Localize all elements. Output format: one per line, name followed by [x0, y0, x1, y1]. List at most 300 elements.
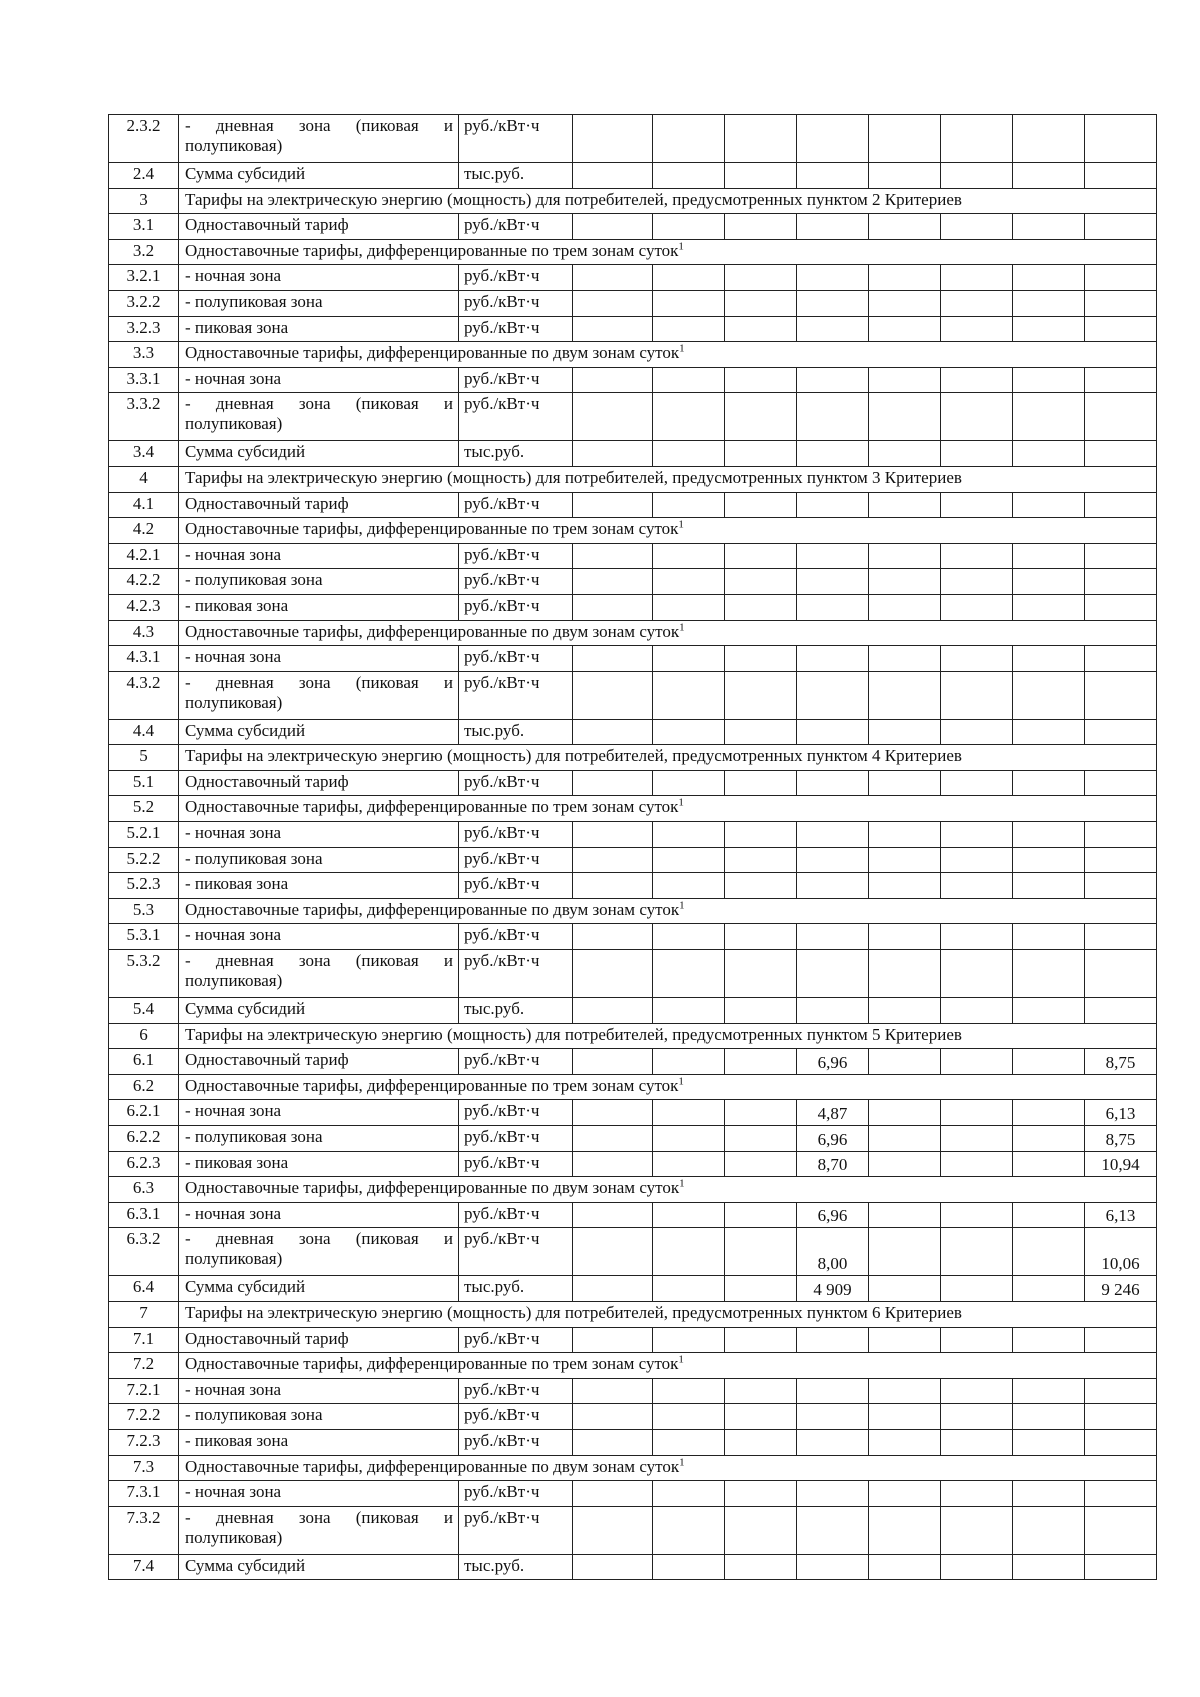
value-cell: [725, 265, 797, 291]
section-header-row: [109, 796, 1157, 822]
row-label: - полупиковая зона: [179, 569, 459, 595]
value-cell: [1013, 1554, 1085, 1580]
table-row: [109, 569, 1157, 595]
value-cell: 6,13: [1085, 1100, 1157, 1126]
table-row: [109, 1327, 1157, 1353]
value-cell: [725, 1554, 797, 1580]
row-number: 5.3.2: [109, 950, 179, 998]
row-label: - пиковая зона: [179, 873, 459, 899]
value-cell: [653, 316, 725, 342]
section-title-text: Одноставочные тарифы, дифференцированные по трем зонам суток: [185, 240, 679, 260]
row-label: - ночная зона: [179, 822, 459, 848]
value-cell: [1013, 1049, 1085, 1075]
unit-cell: руб./кВт·ч: [459, 316, 573, 342]
value-cell: [653, 441, 725, 467]
value-cell: [573, 367, 653, 393]
value-cell: [1085, 1404, 1157, 1430]
value-cell: [1013, 441, 1085, 467]
value-cell: [653, 847, 725, 873]
section-header-row: [109, 745, 1157, 771]
value-cell: [1085, 646, 1157, 672]
value-cell: [653, 1151, 725, 1177]
value-cell: [869, 214, 941, 240]
value-cell: [725, 1481, 797, 1507]
value-cell: [573, 1506, 653, 1554]
value-cell: [725, 822, 797, 848]
row-label: Сумма субсидий: [179, 719, 459, 745]
value-cell: [725, 950, 797, 998]
value-cell: [573, 441, 653, 467]
row-label: - дневная зона (пиковая и полупиковая): [179, 950, 459, 998]
unit-cell: тыс.руб.: [459, 163, 573, 189]
value-cell: [1013, 393, 1085, 441]
value-cell: [941, 873, 1013, 899]
value-cell: [1085, 543, 1157, 569]
row-number: 6.2.3: [109, 1151, 179, 1177]
value-cell: [1085, 316, 1157, 342]
value-cell: [725, 1151, 797, 1177]
row-label: - ночная зона: [179, 265, 459, 291]
value-cell: [941, 569, 1013, 595]
unit-cell: руб./кВт·ч: [459, 569, 573, 595]
value-cell: [653, 646, 725, 672]
value-cell: [1013, 163, 1085, 189]
value-cell: [941, 594, 1013, 620]
value-cell: [725, 1429, 797, 1455]
footnote-marker: 1: [679, 620, 685, 633]
value-cell: [573, 1276, 653, 1302]
value-cell: [573, 998, 653, 1024]
value-cell: [797, 1404, 869, 1430]
row-number: 6.1: [109, 1049, 179, 1075]
row-label: - пиковая зона: [179, 316, 459, 342]
section-title-text: Одноставочные тарифы, дифференцированные по трем зонам суток: [185, 797, 679, 817]
table-row: [109, 998, 1157, 1024]
row-number: 5.2: [109, 796, 179, 822]
section-title-text: Тарифы на электрическую энергию (мощность) для потребителей, предусмотренных пунктом 3 Критериев: [185, 467, 962, 487]
value-cell: [725, 998, 797, 1024]
value-cell: [653, 719, 725, 745]
value-cell: [653, 1202, 725, 1228]
value-cell: [1085, 163, 1157, 189]
unit-cell: тыс.руб.: [459, 1276, 573, 1302]
row-number: 2.4: [109, 163, 179, 189]
value-cell: [653, 492, 725, 518]
value-cell: [725, 770, 797, 796]
value-cell: [653, 671, 725, 719]
row-number: 5.3.1: [109, 924, 179, 950]
value-cell: [1013, 822, 1085, 848]
row-number: 7.2.1: [109, 1378, 179, 1404]
table-row: [109, 1228, 1157, 1276]
value-cell: [869, 873, 941, 899]
value-cell: [941, 1404, 1013, 1430]
table-row: [109, 950, 1157, 998]
value-cell: [725, 1049, 797, 1075]
value-cell: [1013, 924, 1085, 950]
section-title: [179, 1074, 1157, 1100]
value-cell: 8,75: [1085, 1126, 1157, 1152]
value-cell: [797, 822, 869, 848]
value-cell: [573, 594, 653, 620]
value-cell: [573, 847, 653, 873]
row-number: 2.3.2: [109, 115, 179, 163]
unit-cell: руб./кВт·ч: [459, 594, 573, 620]
value-cell: [869, 163, 941, 189]
value-cell: [941, 719, 1013, 745]
value-cell: [797, 543, 869, 569]
value-cell: [653, 290, 725, 316]
value-cell: [725, 290, 797, 316]
value-cell: [1013, 1327, 1085, 1353]
table-row: [109, 719, 1157, 745]
table-row: [109, 214, 1157, 240]
row-number: 4.2.1: [109, 543, 179, 569]
row-number: 3.1: [109, 214, 179, 240]
value-cell: [1085, 1327, 1157, 1353]
row-label: - пиковая зона: [179, 594, 459, 620]
value-cell: [1013, 1202, 1085, 1228]
row-number: 4.3: [109, 620, 179, 646]
row-label: - полупиковая зона: [179, 1126, 459, 1152]
value-cell: [653, 1404, 725, 1430]
value-cell: [573, 569, 653, 595]
value-cell: [941, 1506, 1013, 1554]
value-cell: 6,13: [1085, 1202, 1157, 1228]
row-label: Одноставочный тариф: [179, 1049, 459, 1075]
row-label: Одноставочный тариф: [179, 492, 459, 518]
value-cell: [1085, 492, 1157, 518]
row-number: 4.4: [109, 719, 179, 745]
value-cell: [941, 492, 1013, 518]
footnote-marker: 1: [678, 240, 684, 253]
section-title-text: Одноставочные тарифы, дифференцированные по двум зонам суток: [185, 1456, 680, 1476]
value-cell: [1013, 1506, 1085, 1554]
row-label: Сумма субсидий: [179, 163, 459, 189]
unit-cell: руб./кВт·ч: [459, 671, 573, 719]
section-header-row: [109, 518, 1157, 544]
value-cell: [941, 1327, 1013, 1353]
value-cell: [653, 1126, 725, 1152]
footnote-marker: 1: [679, 342, 685, 355]
value-cell: [1013, 1126, 1085, 1152]
table-row: [109, 316, 1157, 342]
value-cell: [653, 1506, 725, 1554]
value-cell: [797, 671, 869, 719]
value-cell: [653, 115, 725, 163]
table-row: [109, 543, 1157, 569]
unit-cell: руб./кВт·ч: [459, 1429, 573, 1455]
table-row: [109, 1151, 1157, 1177]
section-title: [179, 1301, 1157, 1327]
value-cell: [653, 1481, 725, 1507]
value-cell: [869, 543, 941, 569]
value-cell: [869, 671, 941, 719]
value-cell: [653, 770, 725, 796]
unit-cell: руб./кВт·ч: [459, 950, 573, 998]
value-cell: [573, 873, 653, 899]
unit-cell: тыс.руб.: [459, 441, 573, 467]
value-cell: [1085, 594, 1157, 620]
value-cell: [653, 873, 725, 899]
table-row: [109, 1506, 1157, 1554]
unit-cell: руб./кВт·ч: [459, 265, 573, 291]
value-cell: [725, 924, 797, 950]
value-cell: [797, 1481, 869, 1507]
value-cell: [797, 290, 869, 316]
row-label: - дневная зона (пиковая и полупиковая): [179, 1506, 459, 1554]
row-number: 5.4: [109, 998, 179, 1024]
value-cell: [941, 1429, 1013, 1455]
table-row: [109, 265, 1157, 291]
value-cell: [725, 671, 797, 719]
value-cell: [869, 822, 941, 848]
value-cell: [797, 1506, 869, 1554]
section-title-text: Одноставочные тарифы, дифференцированные по трем зонам суток: [185, 519, 679, 539]
unit-cell: руб./кВт·ч: [459, 1100, 573, 1126]
value-cell: 6,96: [797, 1049, 869, 1075]
value-cell: [941, 847, 1013, 873]
value-cell: [1085, 265, 1157, 291]
value-cell: [725, 719, 797, 745]
value-cell: [797, 367, 869, 393]
value-cell: 10,06: [1085, 1228, 1157, 1276]
value-cell: [797, 492, 869, 518]
table-row: [109, 822, 1157, 848]
section-title-text: Одноставочные тарифы, дифференцированные по двум зонам суток: [185, 343, 680, 363]
value-cell: [869, 1378, 941, 1404]
section-title: [179, 1177, 1157, 1203]
value-cell: 8,70: [797, 1151, 869, 1177]
value-cell: [725, 163, 797, 189]
value-cell: [573, 646, 653, 672]
row-number: 7.2.3: [109, 1429, 179, 1455]
value-cell: [869, 1049, 941, 1075]
value-cell: [1085, 1378, 1157, 1404]
value-cell: [869, 950, 941, 998]
value-cell: [797, 163, 869, 189]
value-cell: 9 246: [1085, 1276, 1157, 1302]
value-cell: [725, 316, 797, 342]
value-cell: [941, 1228, 1013, 1276]
value-cell: [653, 214, 725, 240]
section-title-text: Одноставочные тарифы, дифференцированные по двум зонам суток: [185, 899, 680, 919]
section-title: [179, 898, 1157, 924]
value-cell: [653, 1100, 725, 1126]
section-title-text: Тарифы на электрическую энергию (мощность) для потребителей, предусмотренных пунктом 5 Критериев: [185, 1024, 962, 1044]
value-cell: [725, 492, 797, 518]
value-cell: [941, 265, 1013, 291]
value-cell: [1013, 367, 1085, 393]
value-cell: [725, 1276, 797, 1302]
value-cell: [797, 1554, 869, 1580]
row-number: 3.3.1: [109, 367, 179, 393]
unit-cell: руб./кВт·ч: [459, 492, 573, 518]
row-number: 4.1: [109, 492, 179, 518]
section-header-row: [109, 620, 1157, 646]
value-cell: [1013, 770, 1085, 796]
value-cell: [1085, 115, 1157, 163]
section-title-text: Тарифы на электрическую энергию (мощность) для потребителей, предусмотренных пунктом 6 Критериев: [185, 1302, 962, 1322]
value-cell: [1085, 367, 1157, 393]
value-cell: [797, 998, 869, 1024]
value-cell: [653, 594, 725, 620]
row-number: 5: [109, 745, 179, 771]
value-cell: [869, 265, 941, 291]
value-cell: 8,00: [797, 1228, 869, 1276]
value-cell: [869, 1126, 941, 1152]
value-cell: [797, 265, 869, 291]
section-title: [179, 466, 1157, 492]
unit-cell: руб./кВт·ч: [459, 646, 573, 672]
row-number: 3.2.3: [109, 316, 179, 342]
value-cell: [1013, 873, 1085, 899]
value-cell: [869, 441, 941, 467]
value-cell: [941, 290, 1013, 316]
value-cell: [1085, 569, 1157, 595]
value-cell: [1085, 441, 1157, 467]
section-title: [179, 342, 1157, 368]
value-cell: [725, 1100, 797, 1126]
value-cell: [797, 569, 869, 595]
unit-cell: руб./кВт·ч: [459, 393, 573, 441]
value-cell: [1085, 1481, 1157, 1507]
row-number: 6.2: [109, 1074, 179, 1100]
value-cell: [725, 1228, 797, 1276]
row-label: - дневная зона (пиковая и полупиковая): [179, 1228, 459, 1276]
section-title: [179, 796, 1157, 822]
value-cell: [869, 770, 941, 796]
value-cell: [869, 1327, 941, 1353]
row-label: - полупиковая зона: [179, 290, 459, 316]
value-cell: [941, 115, 1013, 163]
value-cell: [1013, 1228, 1085, 1276]
unit-cell: руб./кВт·ч: [459, 290, 573, 316]
section-header-row: [109, 466, 1157, 492]
value-cell: [573, 1327, 653, 1353]
value-cell: [869, 290, 941, 316]
value-cell: 4,87: [797, 1100, 869, 1126]
section-title-text: Одноставочные тарифы, дифференцированные по двум зонам суток: [185, 621, 680, 641]
value-cell: [869, 1276, 941, 1302]
value-cell: [941, 1481, 1013, 1507]
value-cell: [869, 1429, 941, 1455]
value-cell: [573, 1404, 653, 1430]
value-cell: [941, 1554, 1013, 1580]
unit-cell: руб./кВт·ч: [459, 1228, 573, 1276]
value-cell: [1013, 1481, 1085, 1507]
value-cell: [869, 719, 941, 745]
value-cell: 4 909: [797, 1276, 869, 1302]
value-cell: [869, 998, 941, 1024]
value-cell: [941, 822, 1013, 848]
row-label: - ночная зона: [179, 543, 459, 569]
table-row: [109, 367, 1157, 393]
value-cell: [725, 569, 797, 595]
table-row: [109, 1100, 1157, 1126]
row-number: 6.3.1: [109, 1202, 179, 1228]
table-row: [109, 770, 1157, 796]
value-cell: [653, 163, 725, 189]
row-label: - дневная зона (пиковая и полупиковая): [179, 115, 459, 163]
row-number: 3.2: [109, 239, 179, 265]
value-cell: [725, 1378, 797, 1404]
value-cell: [797, 214, 869, 240]
row-label: - пиковая зона: [179, 1429, 459, 1455]
value-cell: [941, 1049, 1013, 1075]
row-number: 7.1: [109, 1327, 179, 1353]
row-label: Сумма субсидий: [179, 1276, 459, 1302]
value-cell: [725, 873, 797, 899]
value-cell: [797, 115, 869, 163]
table-row: [109, 671, 1157, 719]
value-cell: [941, 1202, 1013, 1228]
row-number: 3.2.1: [109, 265, 179, 291]
row-label: - ночная зона: [179, 1202, 459, 1228]
row-label: - ночная зона: [179, 1378, 459, 1404]
value-cell: [869, 1554, 941, 1580]
value-cell: [941, 214, 1013, 240]
unit-cell: тыс.руб.: [459, 998, 573, 1024]
value-cell: [653, 543, 725, 569]
section-header-row: [109, 239, 1157, 265]
row-label: - полупиковая зона: [179, 1404, 459, 1430]
value-cell: [725, 1404, 797, 1430]
row-label: Одноставочный тариф: [179, 1327, 459, 1353]
value-cell: [941, 543, 1013, 569]
value-cell: [725, 441, 797, 467]
value-cell: [573, 1378, 653, 1404]
value-cell: [1085, 822, 1157, 848]
value-cell: [869, 594, 941, 620]
table-row: [109, 115, 1157, 163]
value-cell: [797, 950, 869, 998]
value-cell: [1013, 569, 1085, 595]
value-cell: [869, 847, 941, 873]
row-number: 4.2.2: [109, 569, 179, 595]
row-label: Сумма субсидий: [179, 998, 459, 1024]
value-cell: [573, 1429, 653, 1455]
section-header-row: [109, 342, 1157, 368]
value-cell: [1013, 1151, 1085, 1177]
table-row: [109, 393, 1157, 441]
row-number: 5.2.2: [109, 847, 179, 873]
footnote-marker: 1: [679, 899, 685, 912]
value-cell: [941, 1276, 1013, 1302]
footnote-marker: 1: [679, 1177, 685, 1190]
value-cell: [725, 594, 797, 620]
row-number: 6.3: [109, 1177, 179, 1203]
section-title-text: Одноставочные тарифы, дифференцированные по трем зонам суток: [185, 1354, 679, 1374]
row-number: 6.4: [109, 1276, 179, 1302]
value-cell: [941, 671, 1013, 719]
value-cell: [797, 1429, 869, 1455]
value-cell: [797, 873, 869, 899]
value-cell: [869, 924, 941, 950]
value-cell: [869, 1228, 941, 1276]
value-cell: [653, 393, 725, 441]
value-cell: [869, 367, 941, 393]
value-cell: [1085, 1429, 1157, 1455]
section-title: [179, 1353, 1157, 1379]
value-cell: [941, 441, 1013, 467]
value-cell: [941, 924, 1013, 950]
table-row: [109, 1481, 1157, 1507]
row-number: 4.2: [109, 518, 179, 544]
value-cell: [573, 163, 653, 189]
value-cell: [725, 393, 797, 441]
table-row: [109, 594, 1157, 620]
